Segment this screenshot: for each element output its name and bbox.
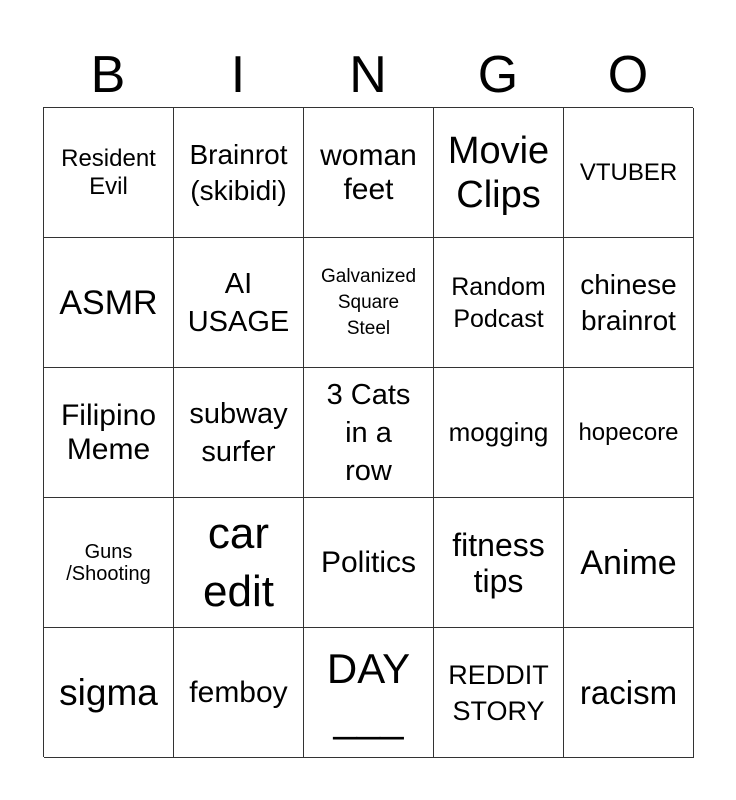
- bingo-cell[interactable]: hopecore: [564, 368, 694, 498]
- bingo-cell[interactable]: AI USAGE: [174, 238, 304, 368]
- header-letter-n: N: [349, 46, 387, 104]
- bingo-cell[interactable]: subway surfer: [174, 368, 304, 498]
- bingo-cell[interactable]: Brainrot (skibidi): [174, 108, 304, 238]
- bingo-cell[interactable]: Movie Clips: [434, 108, 564, 238]
- bingo-cell[interactable]: chinese brainrot: [564, 238, 694, 368]
- bingo-cell[interactable]: racism: [564, 628, 694, 758]
- bingo-board: [43, 107, 693, 757]
- bingo-cell[interactable]: sigma: [44, 628, 174, 758]
- bingo-cell[interactable]: Guns /Shooting: [44, 498, 174, 628]
- bingo-cell[interactable]: VTUBER: [564, 108, 694, 238]
- bingo-cell[interactable]: Random Podcast: [434, 238, 564, 368]
- header-letter-b: B: [90, 46, 126, 104]
- bingo-cell[interactable]: Politics: [304, 498, 434, 628]
- bingo-cell[interactable]: Anime: [564, 498, 694, 628]
- bingo-cell[interactable]: femboy: [174, 628, 304, 758]
- bingo-cell[interactable]: car edit: [174, 498, 304, 628]
- bingo-cell[interactable]: Galvanized Square Steel: [304, 238, 434, 368]
- header-letter-g: G: [477, 46, 519, 104]
- bingo-cell[interactable]: ASMR: [44, 238, 174, 368]
- bingo-cell[interactable]: 3 Cats in a row: [304, 368, 434, 498]
- bingo-header: [43, 44, 693, 106]
- bingo-cell[interactable]: mogging: [434, 368, 564, 498]
- bingo-cell[interactable]: fitness tips: [434, 498, 564, 628]
- bingo-cell[interactable]: DAY ___: [304, 628, 434, 758]
- bingo-cell[interactable]: Resident Evil: [44, 108, 174, 238]
- bingo-cell[interactable]: woman feet: [304, 108, 434, 238]
- bingo-cell[interactable]: REDDIT STORY: [434, 628, 564, 758]
- header-letter-o: O: [607, 46, 649, 104]
- bingo-cell[interactable]: Filipino Meme: [44, 368, 174, 498]
- header-letter-i: I: [230, 46, 246, 104]
